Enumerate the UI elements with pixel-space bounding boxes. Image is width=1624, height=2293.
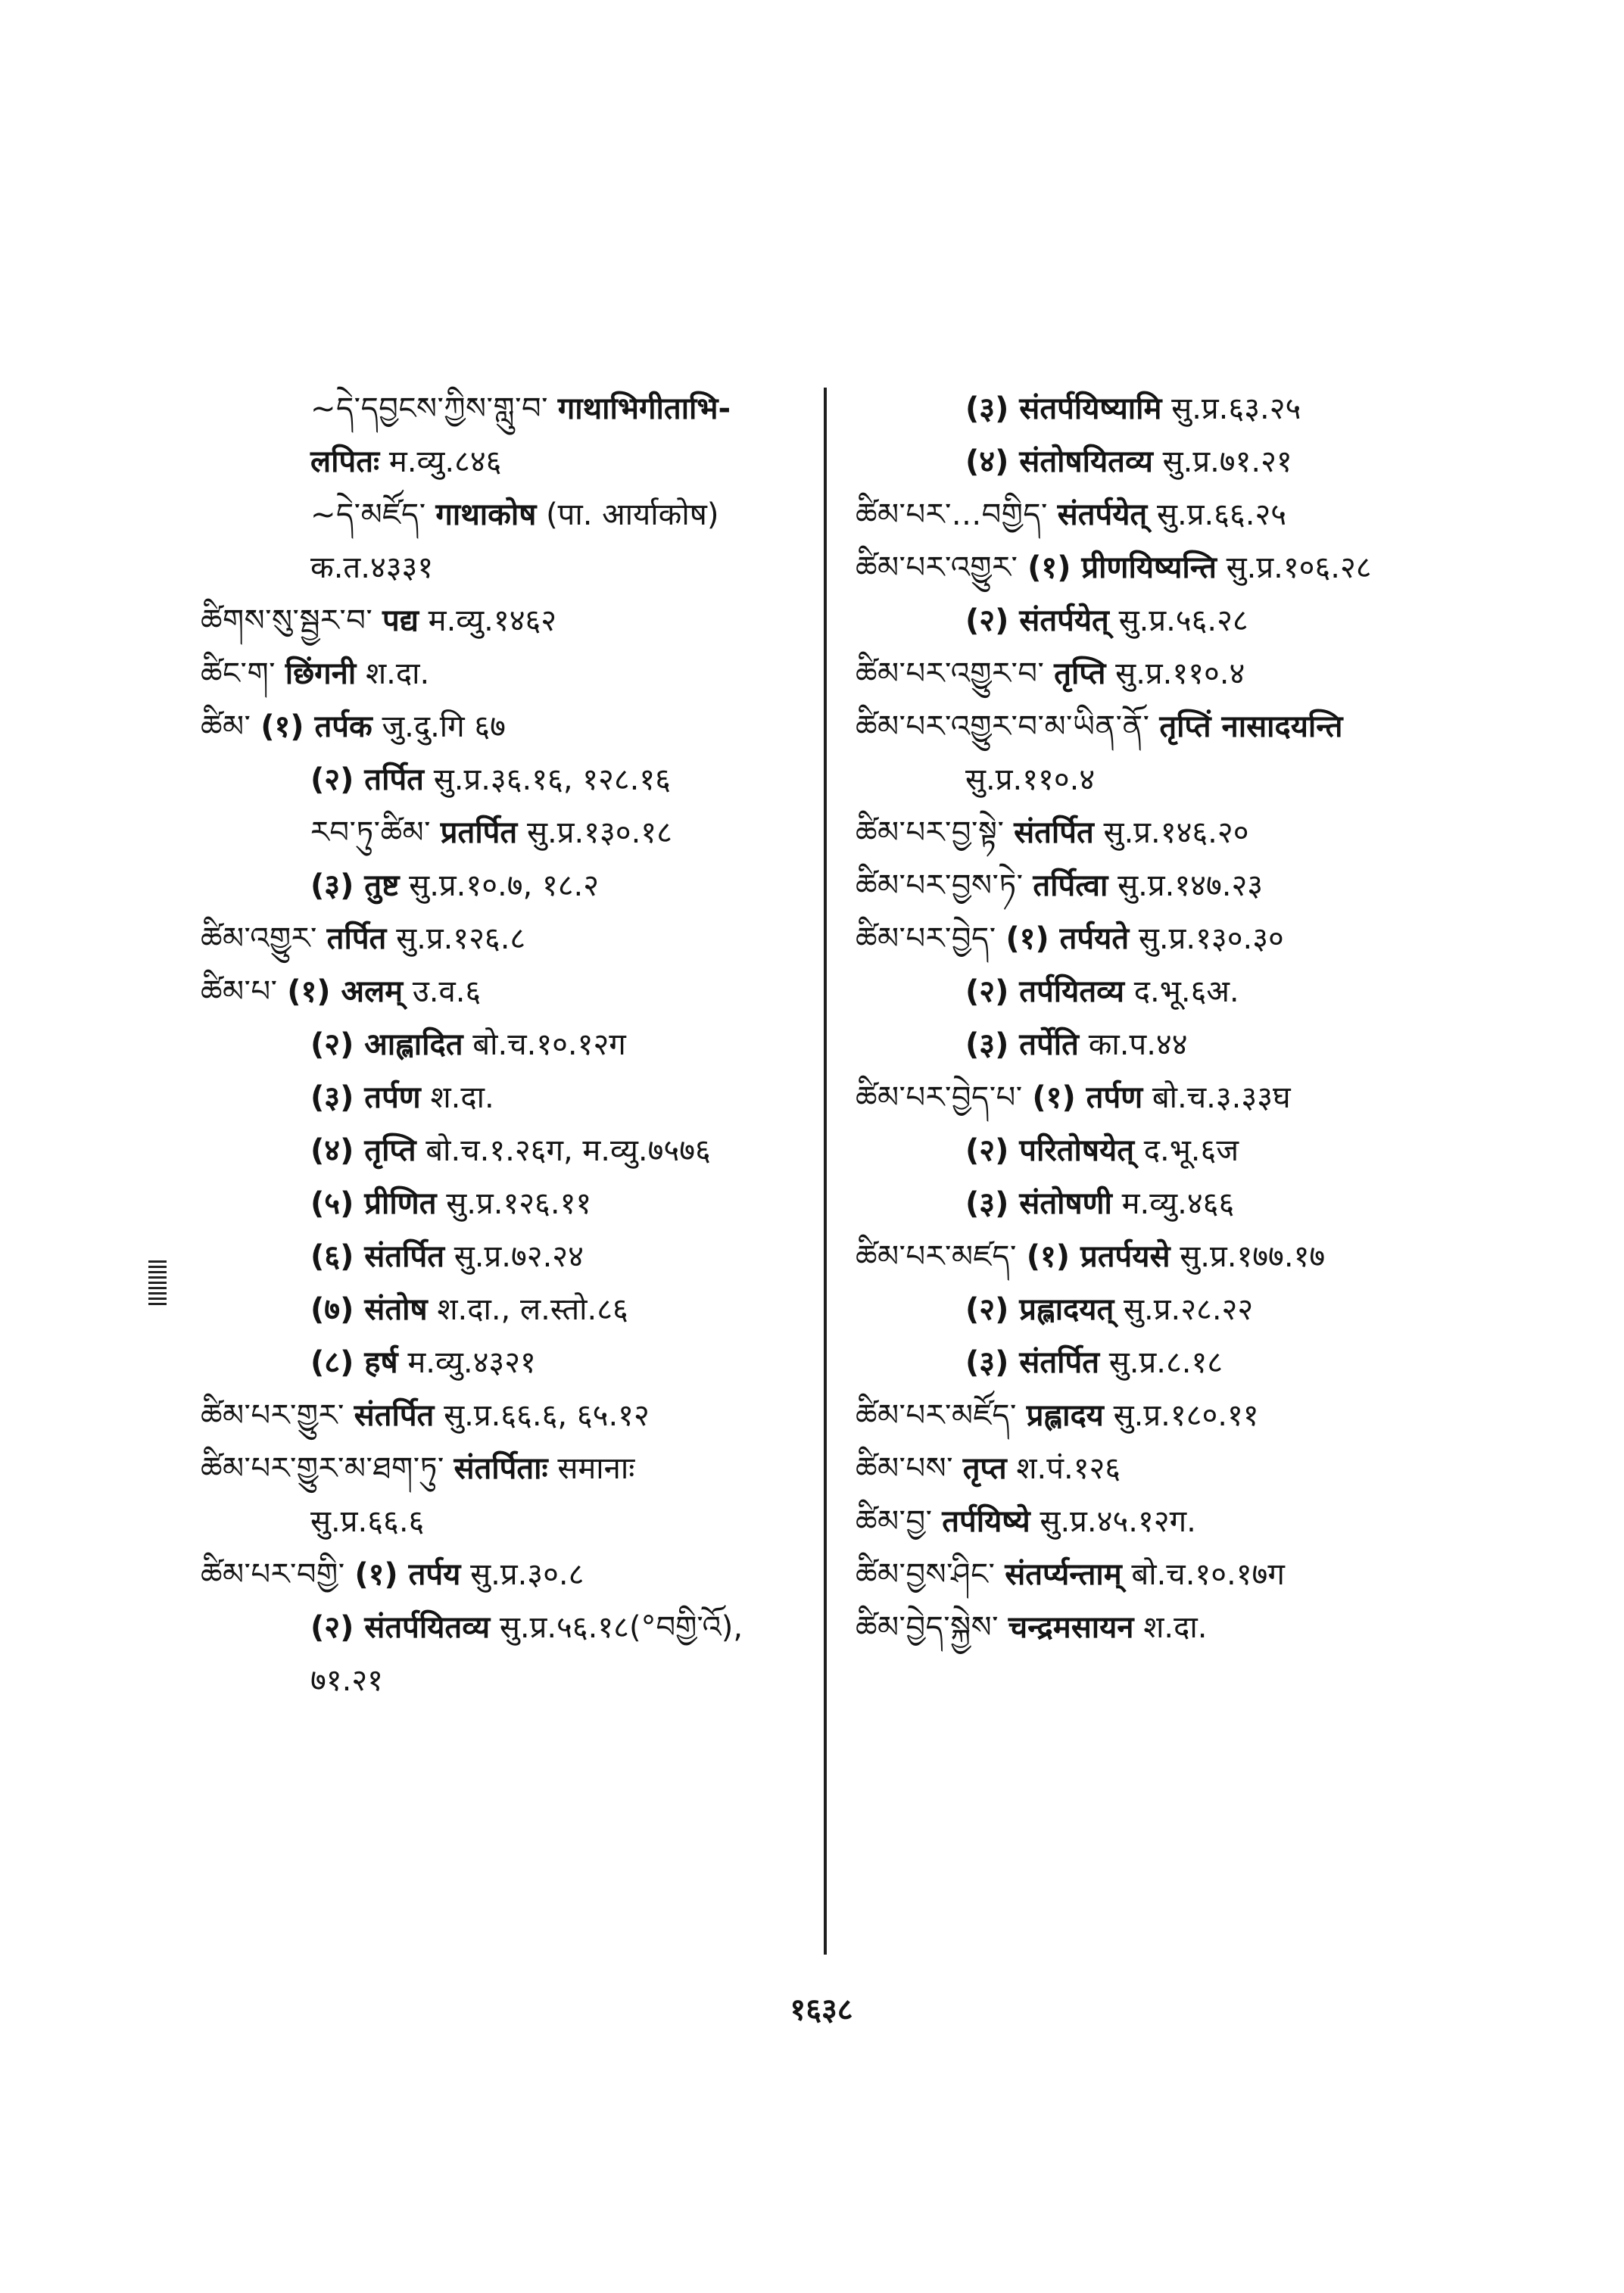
tibetan-headword: ཚིམ་པར་འགྱུར་ [856,550,1018,585]
sanskrit-gloss: (८) हर्ष [310,1345,398,1380]
tibetan-headword: ཚིམ་པར་བགྱི་ [201,1557,345,1592]
entry-line [201,965,806,1018]
entry-line [201,1495,806,1548]
entry-line [201,753,806,806]
entry-line [856,1495,1484,1548]
tibetan-headword: ཚིམ་པར་བྱེད་པ་ [856,1080,1023,1115]
sanskrit-gloss: (१) तर्पण [1032,1080,1143,1115]
sanskrit-gloss: (१) अलम् [287,974,404,1009]
sanskrit-gloss: तृप्त [962,1451,1007,1486]
sanskrit-gloss: छिंगनी [285,656,357,691]
sanskrit-gloss: संतर्पयेत् [1057,497,1148,532]
source-reference: सु.प्र.११०.४ [965,762,1096,797]
tibetan-headword: ཚིམ་པ་ [201,974,278,1009]
sanskrit-gloss: (२) तर्पयितव्य [965,974,1125,1009]
sanskrit-gloss: संतर्प्यन्ताम् [1005,1557,1122,1592]
source-reference: सु.प्र.३०.८ [470,1557,584,1592]
source-reference: श.दा., ल.स्तो.८६ [437,1292,628,1327]
sanskrit-gloss: तृप्तिं नासादयन्ति [1159,709,1343,744]
source-reference: सु.प्र.१८०.११ [1113,1398,1259,1433]
sanskrit-gloss: तर्पयिष्ये [942,1504,1030,1539]
sanskrit-gloss: (२) प्रह्लादयत् [965,1292,1114,1327]
sanskrit-gloss: प्रह्लादय [1026,1398,1104,1433]
sanskrit-gloss: तर्पित्वा [1033,868,1108,903]
source-reference: सु.प्र.१३०.३० [1138,921,1284,956]
entry-line [856,1601,1484,1654]
source-reference: सु.प्र.६३.२५ [1171,391,1301,426]
source-reference: म.व्यु.८४६ [388,444,502,479]
source-reference: सु.प्र.५६.२८ [1118,603,1248,638]
entry-line [201,1442,806,1495]
tibetan-headword: ཚིམ་པར་བྱ་སྟེ་ [856,815,1005,850]
tibetan-headword: ཚིགས་སུ་སྦྱར་བ་ [201,603,373,638]
source-reference: सु.प्र.१४६.२० [1103,815,1249,850]
tibetan-headword: ཚིམ་ [201,709,251,744]
entry-line [201,1177,806,1230]
sanskrit-gloss: (३) तर्पण [310,1080,421,1115]
entry-line [856,594,1484,647]
tibetan-headword: ཚིམ་བྱས་ཤིང་ [856,1557,996,1592]
sanskrit-gloss: (३) संतर्पयिष्यामि [965,391,1162,426]
sanskrit-gloss: संतर्पित [1014,815,1094,850]
tibetan-headword: ཚིམ་པར་མཛད་ [856,1239,1017,1274]
entry-line [201,912,806,965]
entry-line [201,594,806,647]
sanskrit-gloss: (२) आह्लादित [310,1027,463,1062]
entry-line [856,1071,1484,1124]
source-reference: म.व्यु.४६६ [1121,1186,1235,1221]
entry-line [201,700,806,753]
entry-line [856,1442,1484,1495]
source-reference: सु.प्र.६६.२५ [1156,497,1287,532]
source-reference: द.भू.६ज [1143,1133,1239,1168]
sanskrit-gloss: (७) संतोष [310,1292,428,1327]
entry-line [856,912,1484,965]
entry-line [856,1283,1484,1336]
tibetan-headword: ཚིམ་པར་གྱུར་མ་ཐག་ཏུ་ [201,1451,444,1486]
entry-line [856,859,1484,912]
source-reference: सु.प्र.१२६.११ [446,1186,592,1221]
source-reference: सु.प्र.१७७.१७ [1180,1239,1326,1274]
entry-line [856,1124,1484,1177]
entry-line [856,647,1484,700]
source-reference: सु.प्र.६६.६ [310,1504,425,1539]
source-reference: सु.प्र.५६.१८(°བགྱི་འོ), [499,1610,743,1645]
entry-line [201,806,806,859]
source-reference: सु.प्र.७२.२४ [454,1239,584,1274]
right-column [856,382,1484,1654]
entry-line [201,1336,806,1389]
tibetan-headword: ཚིམ་པར་གྱུར་ [201,1398,344,1433]
tibetan-headword: ~དེ་མཛོད་ [310,497,426,532]
sanskrit-gloss: (१) तर्पय [354,1557,461,1592]
entry-line [201,1654,806,1707]
source-reference: श.दा. [365,656,430,691]
entry-line [856,488,1484,541]
sanskrit-gloss: (३) संतोषणी [965,1186,1112,1221]
entry-line [201,1018,806,1071]
sanskrit-gloss: गाथाभिगीताभि- [557,391,731,426]
entry-line [856,382,1484,435]
margin-mark [148,1260,167,1306]
tibetan-headword: རབ་ཏུ་ཚིམ་ [310,815,432,850]
sanskrit-gloss: (५) प्रीणित [310,1186,437,1221]
source-reference: सु.प्र.१२६.८ [396,921,526,956]
source-reference: सु.प्र.१०.७, १८.२ [409,868,600,903]
entry-line [856,1230,1484,1283]
source-reference: का.प.४४ [1088,1027,1188,1062]
sanskrit-gloss: लपितः [310,444,380,479]
source-reference: श.दा. [1143,1610,1208,1645]
source-reference: समानाः [557,1451,635,1486]
source-reference: (पा. आर्याकोष) [546,497,719,532]
sanskrit-gloss: (२) संतर्पयेत् [965,603,1109,638]
source-reference: सु.प्र.८.१८ [1108,1345,1223,1380]
source-reference: सु.प्र.१३०.१८ [526,815,672,850]
source-reference: सु.प्र.७१.२१ [1162,444,1292,479]
source-reference: म.व्यु.१४६२ [428,603,557,638]
source-reference: क.त.४३३१ [310,550,434,585]
page-number: १६३८ [790,1992,853,2027]
sanskrit-gloss: (३) तुष्ट [310,868,400,903]
sanskrit-gloss: संतर्पिताः [454,1451,548,1486]
entry-line [201,647,806,700]
sanskrit-gloss: तृप्ति [1054,656,1106,691]
source-reference: उ.व.६ [412,974,482,1009]
tibetan-headword: ཚིམ་པར་བྱེད་ [856,921,996,956]
entry-line [856,1018,1484,1071]
sanskrit-gloss: गाथाकोष [435,497,537,532]
sanskrit-gloss: (२) तर्पित [310,762,424,797]
source-reference: सु.प्र.१०६.२८ [1226,550,1372,585]
entry-line [856,541,1484,594]
sanskrit-gloss: (१) प्रीणयिष्यन्ति [1027,550,1217,585]
entry-line [201,435,806,488]
tibetan-headword: ཚིམ་པར་འགྱུར་བ་ [856,656,1045,691]
tibetan-headword: ཚིམ་པར་...བགྱིད་ [856,497,1048,532]
tibetan-headword: ཚིང་ག་ [201,656,276,691]
entry-line [856,753,1484,806]
source-reference: श.पं.१२६ [1016,1451,1121,1486]
entry-line [201,1283,806,1336]
source-reference: बो.च.१.२६ग, म.व्यु.७५७६ [425,1133,711,1168]
sanskrit-gloss: (६) संतर्पित [310,1239,445,1274]
sanskrit-gloss: (१) तर्पक [260,709,372,744]
tibetan-headword: ཚིམ་པར་མཛོད་ [856,1398,1017,1433]
left-column [201,382,806,1707]
source-reference: ७१.२१ [310,1663,383,1698]
entry-line [201,1601,806,1654]
source-reference: द.भू.६अ. [1133,974,1239,1009]
sanskrit-gloss: चन्द्रमसायन [1008,1610,1134,1645]
source-reference: बो.च.३.३३घ [1152,1080,1291,1115]
source-reference: सु.प्र.६६.६, ६५.१२ [444,1398,650,1433]
source-reference: श.दा. [430,1080,494,1115]
entry-line [201,1071,806,1124]
entry-line [856,806,1484,859]
entry-line [856,1336,1484,1389]
tibetan-headword: ཚིམ་འགྱུར་ [201,921,317,956]
source-reference: सु.प्र.२८.२२ [1124,1292,1254,1327]
tibetan-headword: ཚིམ་པར་འགྱུར་བ་མ་ཡིན་ནོ་ [856,709,1150,744]
source-reference: जु.दु.गि ६७ [382,709,506,744]
entry-line [201,382,806,435]
entry-line [201,1548,806,1601]
entry-line [201,1124,806,1177]
sanskrit-gloss: (४) संतोषयितव्य [965,444,1153,479]
entry-line [201,859,806,912]
sanskrit-gloss: (४) तृप्ति [310,1133,416,1168]
sanskrit-gloss: संतर्पित [354,1398,435,1433]
source-reference: सु.प्र.१४७.२३ [1117,868,1264,903]
entry-line [856,1389,1484,1442]
source-reference: सु.प्र.३६.१६, १२८.१६ [433,762,671,797]
entry-line [201,1230,806,1283]
entry-line [856,1548,1484,1601]
sanskrit-gloss: (२) परितोषयेत् [965,1133,1135,1168]
sanskrit-gloss: (३) तर्पेति [965,1027,1079,1062]
sanskrit-gloss: तर्पित [326,921,387,956]
sanskrit-gloss: प्रतर्पित [440,815,518,850]
tibetan-headword: ཚིམ་པས་ [856,1451,953,1486]
sanskrit-gloss: (२) संतर्पयितव्य [310,1610,491,1645]
source-reference: बो.च.१०.१७ग [1131,1557,1285,1592]
tibetan-headword: ~དེ་དབྱངས་ཀྱིས་གླུ་བ་ [310,391,549,426]
sanskrit-gloss: पद्य [382,603,419,638]
tibetan-headword: ཚིམ་བྱ་ [856,1504,933,1539]
entry-line [856,965,1484,1018]
entry-line [201,488,806,541]
source-reference: म.व्यु.४३२१ [407,1345,536,1380]
sanskrit-gloss: (१) तर्पयते [1005,921,1130,956]
column-divider [824,388,827,1955]
tibetan-headword: ཚིམ་པར་བྱས་ཏེ་ [856,868,1024,903]
tibetan-headword: ཚིམ་བྱེད་སྐྱེས་ [856,1610,999,1645]
sanskrit-gloss: (३) संतर्पित [965,1345,1100,1380]
source-reference: सु.प्र.११०.४ [1115,656,1245,691]
source-reference: बो.च.१०.१२ग [472,1027,626,1062]
entry-line [201,541,806,594]
entry-line [201,1389,806,1442]
entry-line [856,700,1484,753]
entry-line [856,1177,1484,1230]
entry-line [856,435,1484,488]
sanskrit-gloss: (१) प्रतर्पयसे [1026,1239,1170,1274]
source-reference: सु.प्र.४५.१२ग. [1040,1504,1196,1539]
